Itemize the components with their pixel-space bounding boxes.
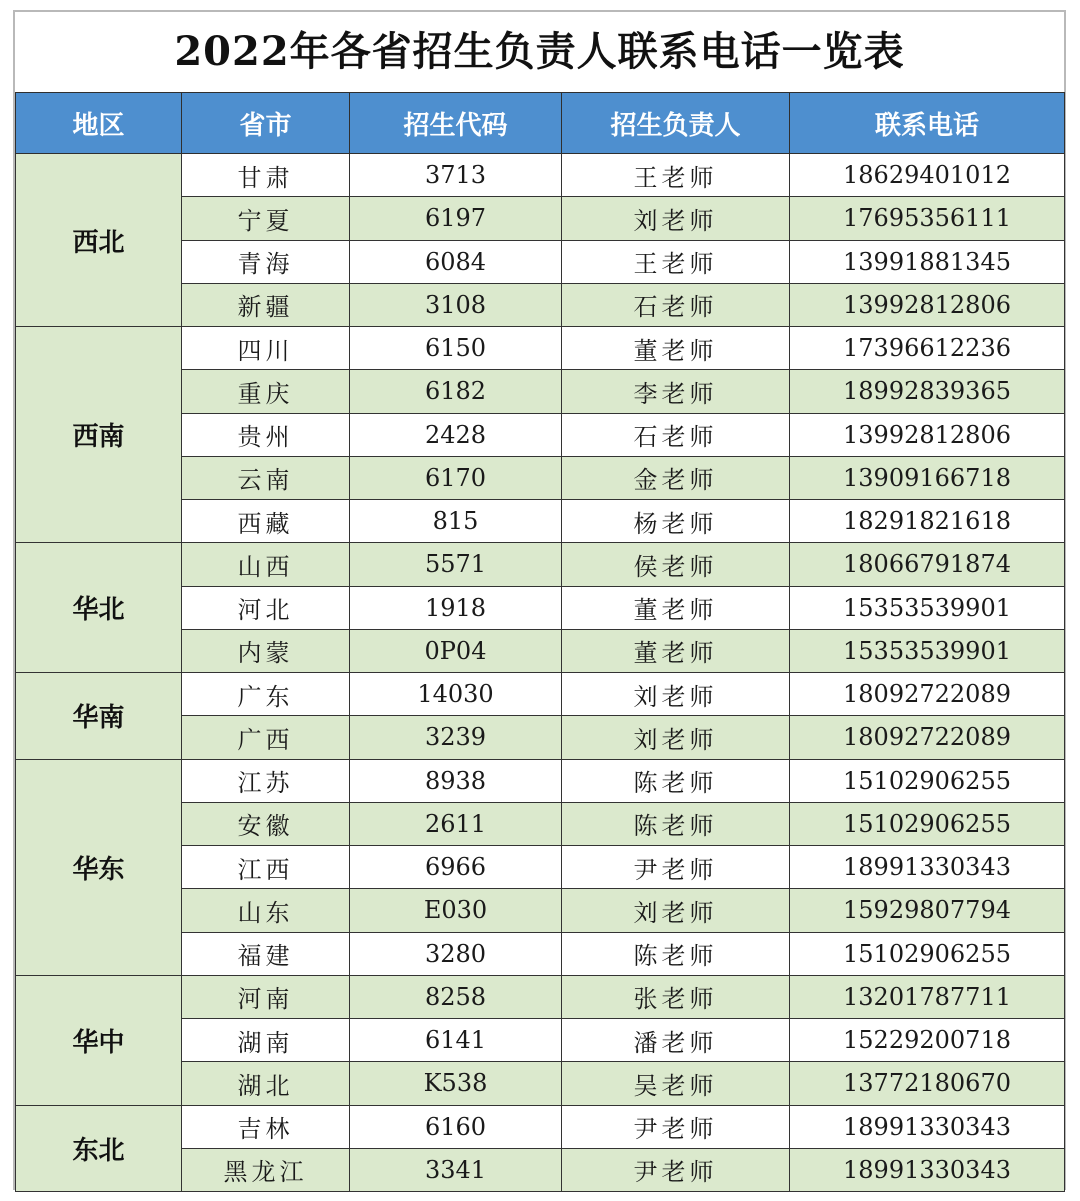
- province-cell: 青海: [182, 240, 350, 283]
- region-cell: 华东: [16, 759, 182, 975]
- code-cell: 3108: [350, 283, 562, 326]
- code-cell: 6084: [350, 240, 562, 283]
- contact-person-cell: 董老师: [562, 327, 790, 370]
- code-cell: 1918: [350, 586, 562, 629]
- code-cell: 6170: [350, 456, 562, 499]
- province-cell: 山东: [182, 889, 350, 932]
- contact-person-cell: 侯老师: [562, 543, 790, 586]
- code-cell: 815: [350, 500, 562, 543]
- header-province: 省市: [182, 93, 350, 154]
- code-cell: 6141: [350, 1019, 562, 1062]
- province-cell: 西藏: [182, 500, 350, 543]
- code-cell: 3713: [350, 154, 562, 197]
- code-cell: 2611: [350, 802, 562, 845]
- code-cell: 2428: [350, 413, 562, 456]
- table-row: [16, 975, 1065, 1018]
- province-cell: 山西: [182, 543, 350, 586]
- table-body: [16, 154, 1065, 1192]
- phone-cell: 18092722089: [790, 673, 1065, 716]
- province-cell: 宁夏: [182, 197, 350, 240]
- province-cell: 四川: [182, 327, 350, 370]
- contact-person-cell: 刘老师: [562, 716, 790, 759]
- phone-cell: 18991330343: [790, 1105, 1065, 1148]
- phone-cell: 18092722089: [790, 716, 1065, 759]
- table-row: [16, 1105, 1065, 1148]
- phone-cell: 15929807794: [790, 889, 1065, 932]
- region-cell: 华南: [16, 673, 182, 760]
- province-cell: 江苏: [182, 759, 350, 802]
- code-cell: 3341: [350, 1148, 562, 1191]
- province-cell: 河北: [182, 586, 350, 629]
- phone-cell: 17396612236: [790, 327, 1065, 370]
- contact-person-cell: 刘老师: [562, 889, 790, 932]
- phone-cell: 18992839365: [790, 370, 1065, 413]
- region-cell: 东北: [16, 1105, 182, 1192]
- contact-person-cell: 张老师: [562, 975, 790, 1018]
- phone-cell: 18291821618: [790, 500, 1065, 543]
- phone-cell: 15102906255: [790, 759, 1065, 802]
- province-cell: 广西: [182, 716, 350, 759]
- phone-cell: 13909166718: [790, 456, 1065, 499]
- phone-cell: 18629401012: [790, 154, 1065, 197]
- province-cell: 黑龙江: [182, 1148, 350, 1191]
- province-cell: 福建: [182, 932, 350, 975]
- phone-cell: 13201787711: [790, 975, 1065, 1018]
- province-cell: 广东: [182, 673, 350, 716]
- province-cell: 贵州: [182, 413, 350, 456]
- table-row: [16, 154, 1065, 197]
- contact-table: [15, 92, 1065, 1192]
- code-cell: 6182: [350, 370, 562, 413]
- phone-cell: 15353539901: [790, 586, 1065, 629]
- region-cell: 西北: [16, 154, 182, 327]
- contact-person-cell: 王老师: [562, 240, 790, 283]
- contact-person-cell: 王老师: [562, 154, 790, 197]
- contact-person-cell: 潘老师: [562, 1019, 790, 1062]
- code-cell: 8938: [350, 759, 562, 802]
- province-cell: 新疆: [182, 283, 350, 326]
- province-cell: 湖北: [182, 1062, 350, 1105]
- code-cell: 8258: [350, 975, 562, 1018]
- contact-person-cell: 陈老师: [562, 932, 790, 975]
- contact-person-cell: 李老师: [562, 370, 790, 413]
- table-row: [16, 543, 1065, 586]
- header-region: 地区: [16, 93, 182, 154]
- code-cell: 14030: [350, 673, 562, 716]
- contact-person-cell: 董老师: [562, 586, 790, 629]
- code-cell: 6966: [350, 846, 562, 889]
- contact-person-cell: 尹老师: [562, 1148, 790, 1191]
- contact-person-cell: 尹老师: [562, 1105, 790, 1148]
- province-cell: 安徽: [182, 802, 350, 845]
- table-row: [16, 673, 1065, 716]
- page-title: 2022年各省招生负责人联系电话一览表: [174, 28, 905, 75]
- region-cell: 华北: [16, 543, 182, 673]
- province-cell: 云南: [182, 456, 350, 499]
- phone-cell: 13992812806: [790, 283, 1065, 326]
- phone-cell: 13992812806: [790, 413, 1065, 456]
- phone-cell: 15102906255: [790, 932, 1065, 975]
- province-cell: 江西: [182, 846, 350, 889]
- phone-cell: 13991881345: [790, 240, 1065, 283]
- contact-person-cell: 杨老师: [562, 500, 790, 543]
- contact-person-cell: 董老师: [562, 629, 790, 672]
- phone-cell: 13772180670: [790, 1062, 1065, 1105]
- header-row: [16, 93, 1065, 154]
- phone-cell: 18991330343: [790, 1148, 1065, 1191]
- phone-cell: 18991330343: [790, 846, 1065, 889]
- header-phone: 联系电话: [790, 93, 1065, 154]
- phone-cell: 15353539901: [790, 629, 1065, 672]
- code-cell: 5571: [350, 543, 562, 586]
- contact-person-cell: 陈老师: [562, 759, 790, 802]
- table-frame: [13, 10, 1066, 1190]
- region-cell: 西南: [16, 327, 182, 543]
- phone-cell: 17695356111: [790, 197, 1065, 240]
- region-cell: 华中: [16, 975, 182, 1105]
- province-cell: 吉林: [182, 1105, 350, 1148]
- province-cell: 河南: [182, 975, 350, 1018]
- phone-cell: 18066791874: [790, 543, 1065, 586]
- code-cell: 0P04: [350, 629, 562, 672]
- contact-person-cell: 石老师: [562, 283, 790, 326]
- code-cell: 6197: [350, 197, 562, 240]
- code-cell: 3239: [350, 716, 562, 759]
- contact-person-cell: 吴老师: [562, 1062, 790, 1105]
- contact-person-cell: 刘老师: [562, 197, 790, 240]
- phone-cell: 15102906255: [790, 802, 1065, 845]
- header-code: 招生代码: [350, 93, 562, 154]
- province-cell: 甘肃: [182, 154, 350, 197]
- code-cell: K538: [350, 1062, 562, 1105]
- contact-person-cell: 陈老师: [562, 802, 790, 845]
- contact-person-cell: 尹老师: [562, 846, 790, 889]
- code-cell: 3280: [350, 932, 562, 975]
- province-cell: 重庆: [182, 370, 350, 413]
- contact-person-cell: 金老师: [562, 456, 790, 499]
- province-cell: 湖南: [182, 1019, 350, 1062]
- header-contact-person: 招生负责人: [562, 93, 790, 154]
- table-row: [16, 327, 1065, 370]
- table-row: [16, 759, 1065, 802]
- province-cell: 内蒙: [182, 629, 350, 672]
- contact-person-cell: 石老师: [562, 413, 790, 456]
- contact-person-cell: 刘老师: [562, 673, 790, 716]
- code-cell: E030: [350, 889, 562, 932]
- phone-cell: 15229200718: [790, 1019, 1065, 1062]
- code-cell: 6160: [350, 1105, 562, 1148]
- code-cell: 6150: [350, 327, 562, 370]
